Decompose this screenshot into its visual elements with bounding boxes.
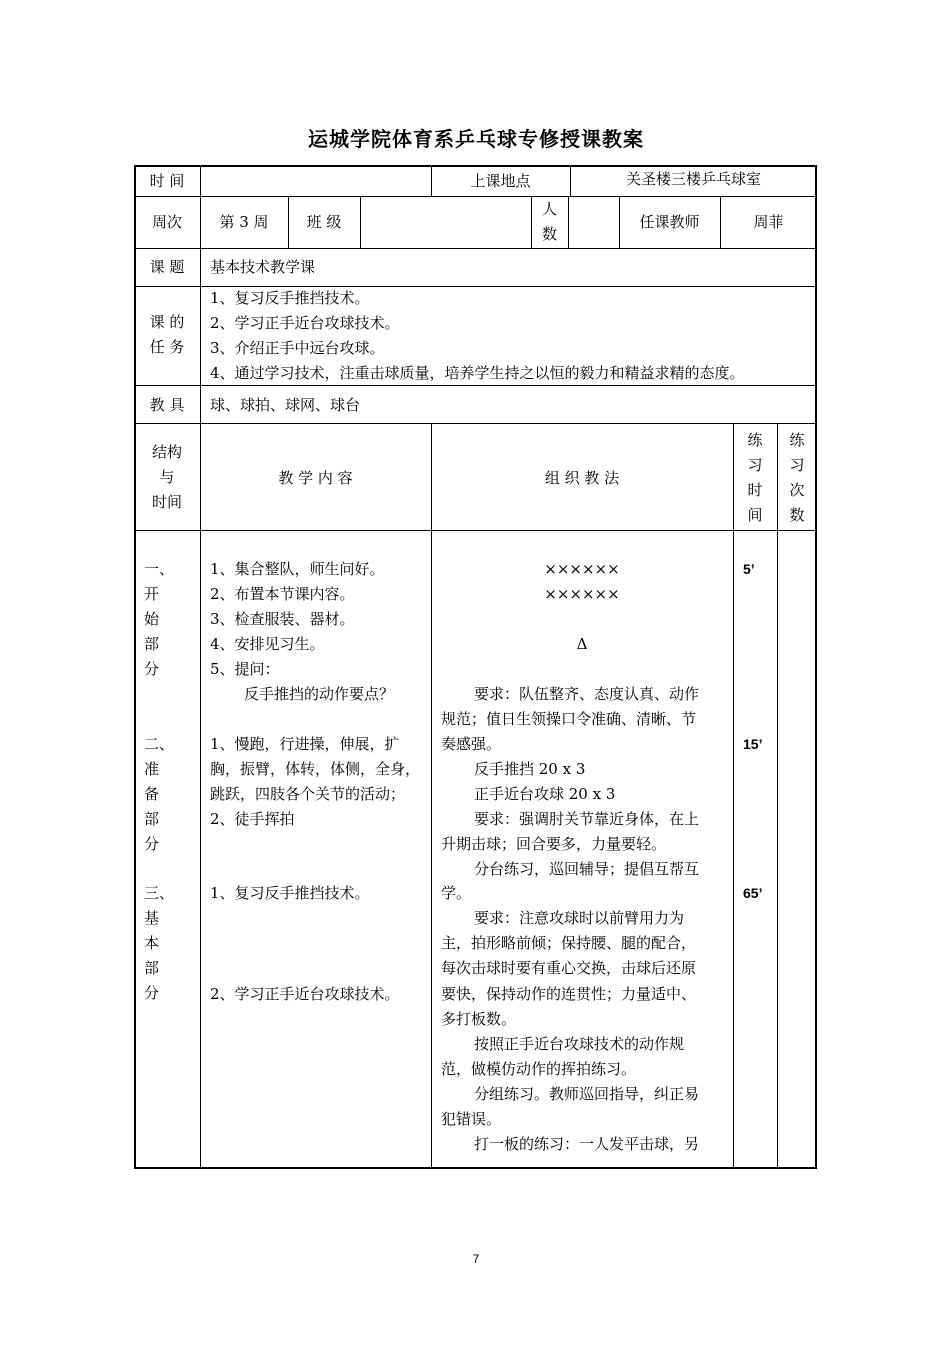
content-line: 2、徒手挥拍: [210, 810, 295, 828]
teaching-method-header: 组 织 教 法: [544, 469, 620, 487]
content-line: 反手推挡的动作要点？: [244, 685, 395, 703]
time-label: 时 间: [149, 172, 185, 190]
teacher-value: 周菲: [753, 213, 784, 231]
teaching-content-header: 教 学 内 容: [278, 469, 353, 487]
location-label: 上课地点: [470, 172, 531, 190]
teacher-position-marker: Δ: [576, 635, 588, 653]
page-number: 7: [472, 1252, 480, 1266]
content-line: 5、提问：: [210, 660, 280, 678]
practice-count-header: 练 习 次 数: [789, 431, 805, 524]
column-divider: [360, 196, 361, 248]
method-line: 要求：注意攻球时以前臂用力为: [474, 909, 685, 927]
location-value: 关圣楼三楼乒乓球室: [625, 170, 761, 188]
task-item: 3、介绍正手中远台攻球。: [210, 339, 385, 357]
content-line: 3、检查服装、器材。: [210, 610, 355, 628]
method-line: 犯错误。: [441, 1110, 502, 1128]
method-line: 要求：队伍整齐、态度认真、动作: [474, 685, 700, 703]
method-line: 要求：强调肘关节靠近身体，在上: [474, 810, 700, 828]
section-label-main: 三、 基 本 部 分: [144, 884, 175, 1002]
method-line: 正手近台攻球 20 x 3: [474, 785, 616, 803]
task-item: 4、通过学习技术，注重击球质量，培养学生持之以恒的毅力和精益求精的态度。: [210, 364, 745, 382]
column-divider: [431, 423, 432, 1169]
task-item: 2、学习正手近台攻球技术。: [210, 314, 400, 332]
content-line: 1、复习反手推挡技术。: [210, 884, 370, 902]
practice-time-header: 练 习 时 间: [747, 431, 763, 524]
row-divider: [134, 196, 817, 197]
method-line: 要快，保持动作的连贯性；力量适中、: [441, 985, 697, 1003]
section-label-opening: 一、 开 始 部 分: [144, 560, 175, 678]
method-line: 按照正手近台攻球技术的动作规: [474, 1035, 685, 1053]
formation-row: ××××××: [544, 585, 620, 603]
headcount-label: 人 数: [541, 200, 557, 243]
teacher-label: 任课教师: [639, 213, 700, 231]
method-line: 分组练习。教师巡回指导，纠正易: [474, 1085, 700, 1103]
practice-time-value: 65’: [743, 885, 763, 901]
content-line: 胸，振臂，体转，体侧，全身，: [210, 760, 421, 778]
method-line: 分台练习，巡回辅导；提倡互帮互: [474, 860, 700, 878]
task-item: 1、复习反手推挡技术。: [210, 289, 370, 307]
equipment-label: 教 具: [149, 396, 185, 414]
week-label: 周次: [151, 213, 182, 231]
method-line: 反手推挡 20 x 3: [474, 760, 586, 778]
row-divider: [134, 248, 817, 249]
method-line: 规范；值日生领操口令准确、清晰、节: [441, 710, 697, 728]
column-divider: [200, 165, 201, 1169]
method-line: 主，拍形略前倾；保持腰、腿的配合，: [441, 934, 697, 952]
structure-time-header: 结构 与 时间: [151, 443, 182, 511]
content-line: 2、学习正手近台攻球技术。: [210, 985, 400, 1003]
practice-time-value: 5’: [743, 561, 755, 577]
topic-value: 基本技术教学课: [210, 258, 316, 276]
week-value: 第 3 周: [219, 213, 269, 231]
content-line: 跳跃，四肢各个关节的活动；: [210, 785, 406, 803]
content-line: 1、慢跑，行进操，伸展，扩: [210, 735, 400, 753]
content-line: 1、集合整队，师生问好。: [210, 560, 385, 578]
method-line: 奏感强。: [441, 735, 502, 753]
equipment-value: 球、球拍、球网、球台: [210, 396, 361, 414]
page-title: 运城学院体育系乒乓球专修授课教案: [308, 127, 644, 151]
method-line: 多打板数。: [441, 1010, 517, 1028]
content-line: 4、安排见习生。: [210, 635, 325, 653]
row-divider: [134, 423, 817, 424]
practice-time-value: 15’: [743, 736, 763, 752]
method-line: 每次击球时要有重心交换，击球后还原: [441, 959, 697, 977]
class-label: 班 级: [306, 213, 342, 231]
column-divider: [733, 423, 734, 1169]
method-line: 打一板的练习：一人发平击球，另: [474, 1135, 700, 1153]
tasks-label: 课 的 任 务: [149, 313, 185, 356]
topic-label: 课 题: [149, 258, 185, 276]
section-label-warmup: 二、 准 备 部 分: [144, 735, 175, 853]
method-line: 范，做模仿动作的挥拍练习。: [441, 1060, 637, 1078]
method-line: 学。: [441, 884, 472, 902]
column-divider: [777, 423, 778, 1169]
content-line: 2、布置本节课内容。: [210, 585, 355, 603]
row-divider: [134, 530, 817, 531]
column-divider: [568, 196, 569, 248]
formation-row: ××××××: [544, 560, 620, 578]
method-line: 升期击球；回合要多，力量要轻。: [441, 835, 667, 853]
